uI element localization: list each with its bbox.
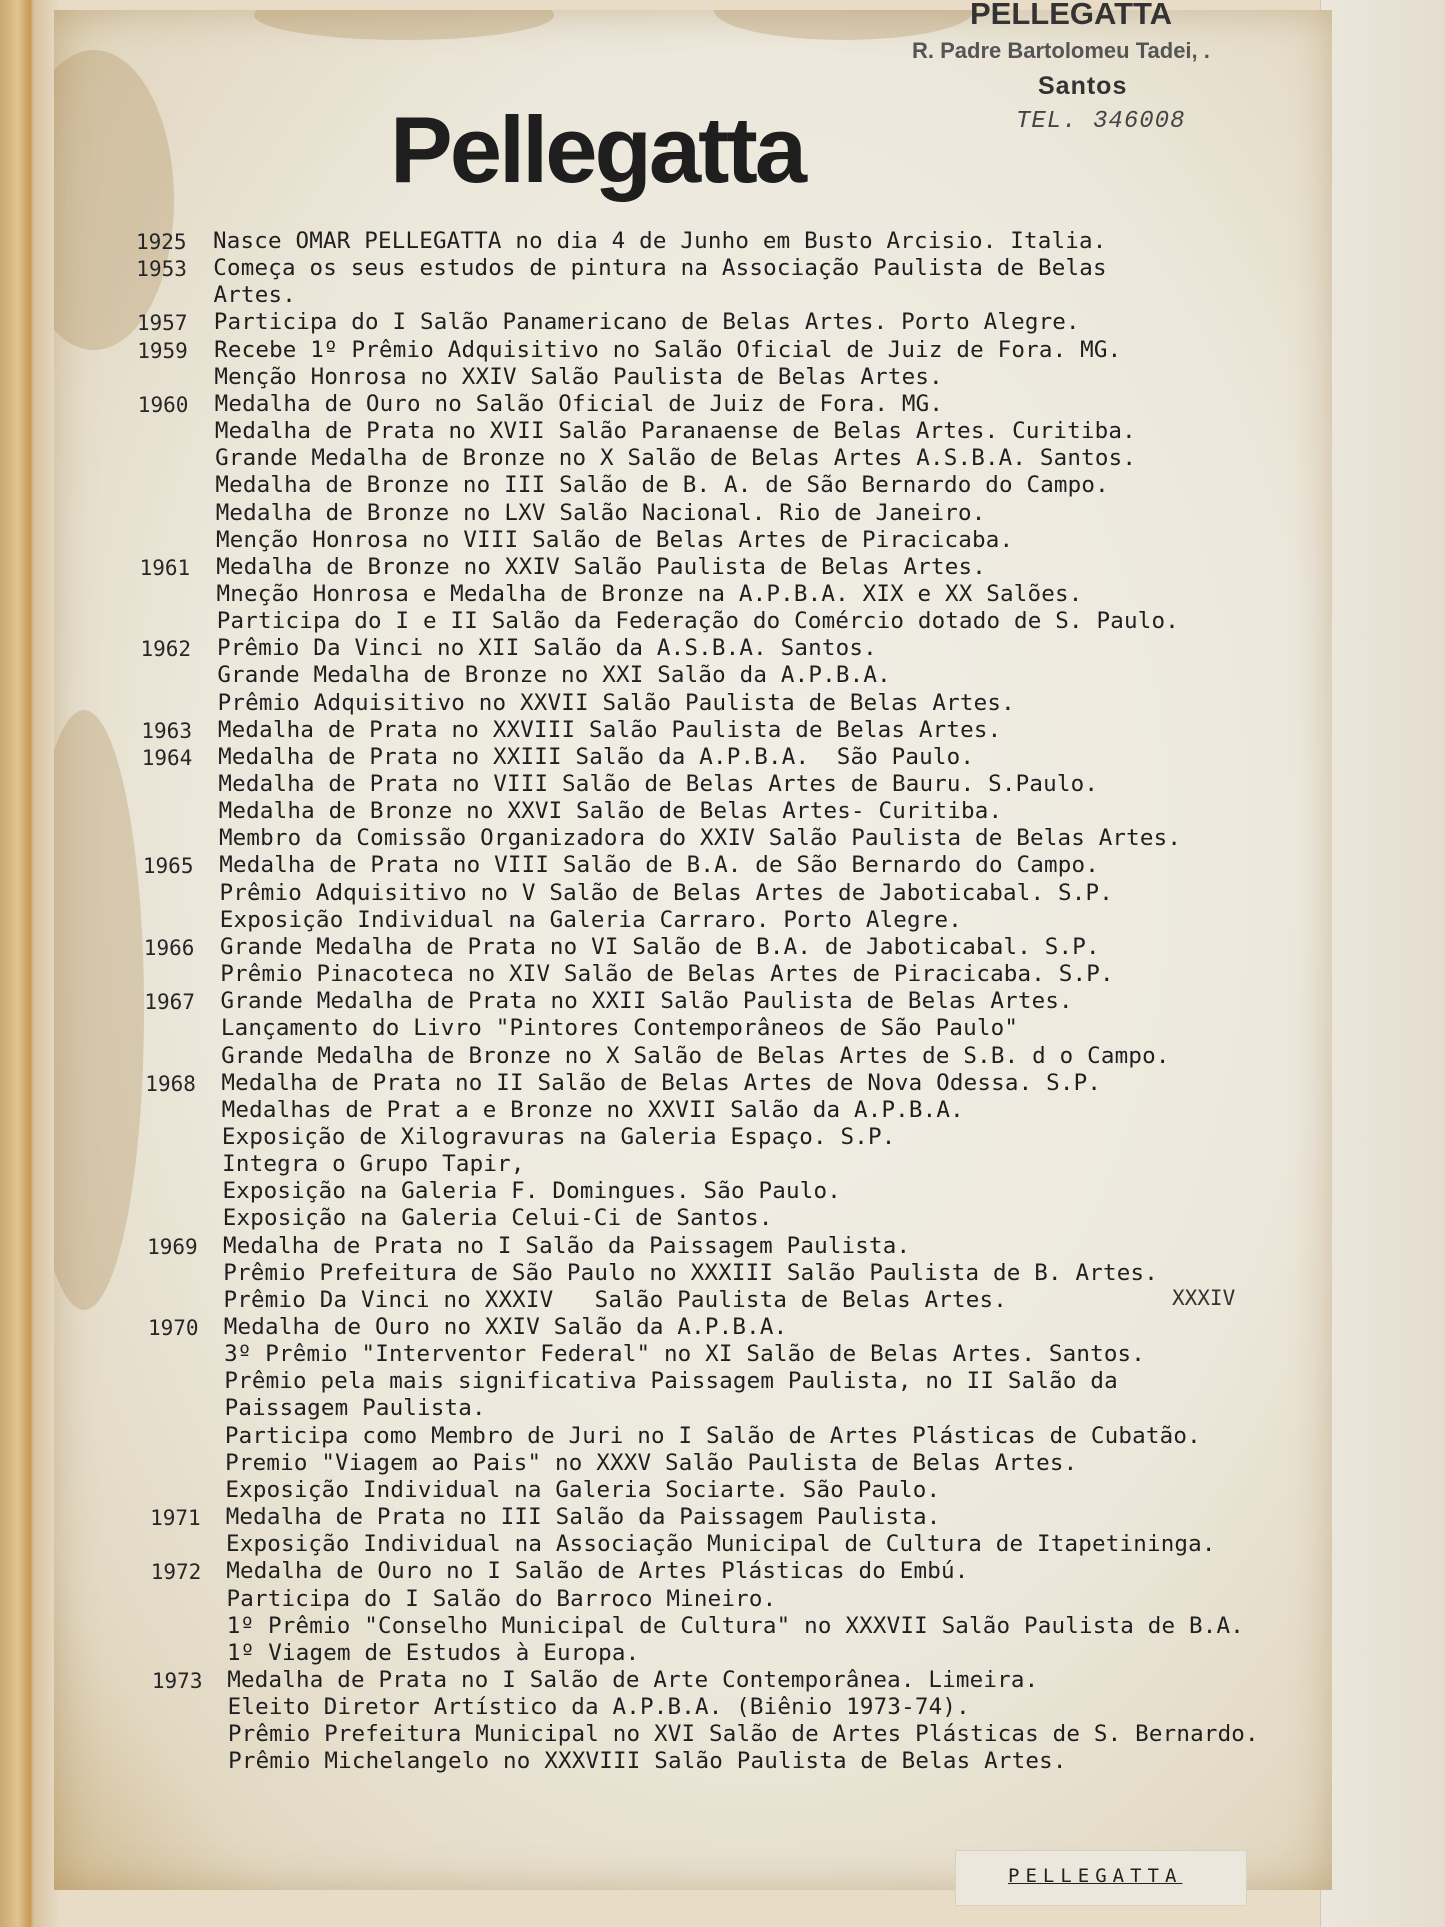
entry-year: 1959 <box>137 338 188 363</box>
entry-year: 1971 <box>150 1506 201 1531</box>
entry-line: Recebe 1º Prêmio Adquisitivo no Salão Oficial de Juiz de Fora. MG. <box>214 336 1122 363</box>
entry-line: Participa do I Salão Panamericano de Belas Artes. Porto Alegre. <box>213 309 1080 336</box>
entry-line: Medalha de Ouro no I Salão de Artes Plásticas do Embú. <box>226 1558 969 1585</box>
entry-line: Grande Medalha de Bronze no X Salão de Belas Artes de S.B. d o Campo. <box>221 1042 1170 1069</box>
entry-line: Prêmio Adquisitivo no XXVII Salão Paulista de Belas Artes. <box>217 689 1015 716</box>
entry-line: Exposição de Xilogravuras na Galeria Espaço. S.P. <box>221 1123 896 1150</box>
entry-line: Medalha de Bronze no XXVI Salão de Belas Artes- Curitiba. <box>218 798 1003 825</box>
entry-line: Medalha de Prata no XXVIII Salão Paulista de Belas Artes. <box>217 716 1002 743</box>
address-stamp <box>870 0 1330 140</box>
entry-line: Medalha de Bronze no III Salão de B. A. de São Bernardo do Campo. <box>215 472 1109 499</box>
entry-line: Nasce OMAR PELLEGATTA no dia 4 de Junho em Busto Arcisio. Italia. <box>213 228 1107 254</box>
entry-year: 1961 <box>139 555 191 580</box>
entry-line: Participa como Membro de Juri no I Salão de Artes Plásticas de Cubatão. <box>224 1422 1201 1449</box>
entry-line: Lançamento do Livro "Pintores Contemporâneos de São Paulo" <box>220 1015 1019 1042</box>
entry-year: 1969 <box>147 1234 198 1259</box>
entry-line: Paissagem Paulista. <box>224 1395 486 1422</box>
entry-line: 1º Viagem de Estudos à Europa. <box>227 1639 640 1666</box>
mounting-board <box>1320 0 1445 1927</box>
entry-line: Exposição Individual na Galeria Sociarte. São Paulo. <box>225 1476 941 1503</box>
stain <box>54 710 144 1310</box>
entry-line: Começa os seus estudos de pintura na Associação Paulista de Belas <box>213 255 1107 282</box>
entry-line: Grande Medalha de Prata no XXII Salão Paulista de Belas Artes. <box>220 988 1073 1015</box>
entry-line: Artes. <box>213 282 297 309</box>
stain <box>254 10 554 40</box>
entry-line: Exposição na Galeria F. Domingues. São Paulo. <box>222 1178 842 1205</box>
entry-line: Exposição na Galeria Celui-Ci de Santos. <box>222 1205 773 1232</box>
entry-line: Eleito Diretor Artístico da A.P.B.A. (Biênio 1973-74). <box>227 1694 970 1721</box>
entry-line: Premio "Viagem ao Pais" no XXXV Salão Paulista de Belas Artes. <box>225 1449 1078 1476</box>
stamp-phone: TEL. 346008 <box>1016 108 1186 135</box>
entry-year: 1962 <box>140 637 192 662</box>
entry-line: 1º Prêmio "Conselho Municipal de Cultura" no XXXVII Salão Paulista de B.A. <box>226 1612 1244 1639</box>
entry-line: Medalha de Prata no II Salão de Belas Artes de Nova Odessa. S.P. <box>221 1069 1102 1096</box>
entry-line: Medalha de Prata no VIII Salão de B.A. de São Bernardo do Campo. <box>219 852 1099 879</box>
entry-line: Medalha de Prata no III Salão da Paissagem Paulista. <box>225 1504 941 1531</box>
entry-line: Medalha de Ouro no XXIV Salão da A.P.B.A. <box>223 1314 788 1340</box>
entry-year: 1960 <box>137 392 189 417</box>
stamp-name: PELLEGATTA <box>970 0 1173 31</box>
entry-line: 3º Prêmio "Interventor Federal" no XI Salão de Belas Artes. Santos. <box>224 1341 1146 1368</box>
entry-line: Medalha de Bronze no LXV Salão Nacional. Rio de Janeiro. <box>215 499 986 526</box>
page-title: Pellegatta <box>390 97 805 202</box>
entry-line: Prêmio Prefeitura Municipal no XVI Salão de Artes Plásticas de S. Bernardo. <box>227 1721 1259 1748</box>
entry-line: Exposição Individual na Associação Municipal de Cultura de Itapetininga. <box>225 1531 1216 1558</box>
entry-line: Participa do I e II Salão da Federação do Comércio dotado de S. Paulo. <box>216 608 1179 635</box>
entry-line: Grande Medalha de Bronze no X Salão de Belas Artes A.S.B.A. Santos. <box>215 445 1137 472</box>
stamp-street: R. Padre Bartolomeu Tadei, . <box>912 38 1210 63</box>
entry-line: Integra o Grupo Tapir, <box>222 1151 525 1178</box>
entry-line: Prêmio Michelangelo no XXXVIII Salão Paulista de Belas Artes. <box>228 1748 1067 1775</box>
entry-line: Medalhas de Prat a e Bronze no XXVII Salão da A.P.B.A. <box>221 1096 964 1123</box>
entry-line: Medalha de Ouro no Salão Oficial de Juiz de Fora. MG. <box>214 390 944 417</box>
entry-line: Prêmio pela mais significativa Paissagem Paulista, no II Salão da <box>224 1368 1118 1395</box>
entry-line: Prêmio Pinacoteca no XIV Salão de Belas Artes de Piracicaba. S.P. <box>220 961 1114 988</box>
entry-line: Participa do I Salão do Barroco Mineiro. <box>226 1585 777 1612</box>
entry-year: 1964 <box>141 745 193 770</box>
entry-year: 1972 <box>150 1560 202 1585</box>
entry-line: Grande Medalha de Bronze no XXI Salão da A.P.B.A. <box>217 662 891 689</box>
entry-line: Menção Honrosa no XXIV Salão Paulista de Belas Artes. <box>214 363 943 390</box>
entry-line: Prêmio Da Vinci no XXXIV Salão Paulista de Belas Artes. <box>223 1286 1008 1313</box>
entry-line: Medalha de Bronze no XXIV Salão Paulista de Belas Artes. <box>216 553 987 580</box>
entry-year: 1970 <box>148 1316 199 1340</box>
entry-line: Prêmio Prefeitura de São Paulo no XXXIII Salão Paulista de B. Artes. <box>223 1259 1158 1286</box>
entry-line: Medalha de Prata no I Salão de Arte Contemporânea. Limeira. <box>227 1666 1039 1693</box>
entry-line: Membro da Comissão Organizadora do XXIV Salão Paulista de Belas Artes. <box>218 825 1182 852</box>
entry-year: 1968 <box>145 1071 196 1096</box>
entry-line: Medalha de Prata no I Salão da Paissagem Paulista. <box>222 1232 911 1259</box>
stamp-city: Santos <box>1038 72 1128 100</box>
entry-year: 1957 <box>136 311 188 336</box>
entry-line: Medalha de Prata no XXIII Salão da A.P.B.A. São Paulo. <box>218 743 975 770</box>
stain <box>54 50 174 350</box>
entry-year: 1963 <box>141 718 192 743</box>
entry-line: Mneção Honrosa e Medalha de Bronze na A.P.B.A. XIX e XX Salões. <box>216 580 1083 607</box>
entry-line: Grande Medalha de Prata no VI Salão de B.A. de Jaboticabal. S.P. <box>220 933 1100 960</box>
entry-line: Exposição Individual na Galeria Carraro. Porto Alegre. <box>219 906 963 933</box>
bottom-label <box>955 1850 1247 1906</box>
entry-year: 1965 <box>142 854 194 879</box>
entry-year: 1973 <box>151 1668 203 1693</box>
bottom-label-text: PELLEGATTA <box>1008 1865 1183 1887</box>
entry-year: 1953 <box>136 257 187 282</box>
entry-line: Prêmio Adquisitivo no V Salão de Belas Artes de Jaboticabal. S.P. <box>219 879 1113 906</box>
entry-year: 1967 <box>144 990 195 1015</box>
entry-year: 1966 <box>143 935 195 960</box>
entry-line: Medalha de Prata no VIII Salão de Belas Artes de Bauru. S.Paulo. <box>218 771 1099 797</box>
entry-line: Menção Honrosa no VIII Salão de Belas Artes de Piracicaba. <box>215 526 1014 553</box>
entry-year: 1925 <box>136 230 187 254</box>
entry-line: Medalha de Prata no XVII Salão Paranaense de Belas Artes. Curitiba. <box>214 418 1136 445</box>
margin-note: XXXIV <box>1172 1286 1236 1310</box>
entry-line: Prêmio Da Vinci no XII Salão da A.S.B.A. Santos. <box>217 635 877 662</box>
